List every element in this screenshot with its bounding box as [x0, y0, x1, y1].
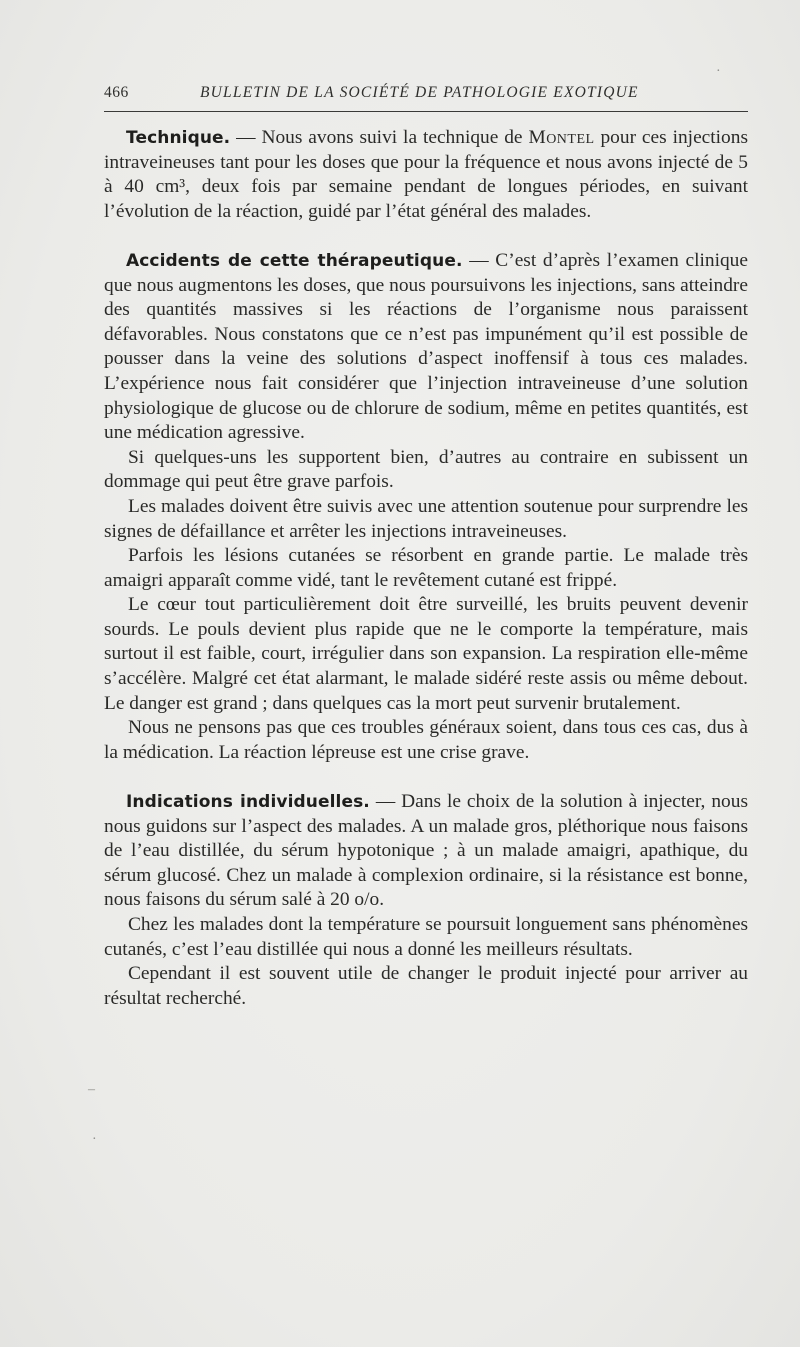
accidents-paragraph-4: Parfois les lésions cutanées se résorbent en grande partie. Le malade très amaigri apparaît comme vidé, tant le revêtement cutané est frippé.: [104, 545, 748, 591]
journal-title: BULLETIN DE LA SOCIÉTÉ DE PATHOLOGIE EXOTIQUE: [200, 84, 639, 101]
page-number: 466: [104, 84, 129, 101]
accidents-paragraph-5: Le cœur tout particulièrement doit être surveillé, les bruits peuvent devenir sourds. Le pouls devient plus rapide que ne le comporte la température, mais surtout il est faible, court, irrégulier dans son expansion. La respiration elle-même s’accélère. Malgré cet état alarmant, le malade sidéré reste assis ou même debout. Le danger est grand ; dans quelques cas la mort peut survenir brutalement.: [104, 594, 748, 714]
technique-text-after: pour ces injections intraveineuses tant pour les doses que pour la fréquence et nous avons injecté de 5 à 40 cm³, deux fois par semaine pendant de longues périodes, en suivant l’évolution de la réaction, guidé par l’état général des malades.: [104, 127, 748, 222]
technique-text-before: — Nous avons suivi la technique de: [230, 127, 529, 148]
accidents-heading: Accidents de cette thérapeutique.: [126, 250, 463, 271]
margin-dot: ·: [92, 1132, 97, 1147]
accidents-paragraph-6: Nous ne pensons pas que ces troubles généraux soient, dans tous ces cas, dus à la médication. La réaction lépreuse est une crise grave.: [104, 717, 748, 763]
accidents-text-0: — C’est d’après l’examen clinique que nous augmentons les doses, que nous poursuivons les injections, sans atteindre des quantités massives si les réactions de l’organisme nous paraissent défavorables. Nous constatons que ce n’est pas impunément qu’il est possible de pousser dans la veine des solutions d’aspect inoffensif à tous ces malades. L’expérience nous fait considérer que l’injection intraveineuse d’une solution physiologique de glucose ou de chlorure de sodium, même en petites quantités, est une médication agressive.: [104, 249, 748, 444]
body-text: [104, 126, 748, 1011]
accidents-paragraph-2: Si quelques-uns les supportent bien, d’autres au contraire en subissent un dommage qui peut être grave parfois.: [104, 446, 748, 493]
indications-paragraph-3: Cependant il est souvent utile de changer le produit injecté pour arriver au résultat recherché.: [104, 963, 748, 1009]
header-rule: [104, 111, 748, 112]
margin-speck: ·: [716, 64, 721, 79]
accidents-paragraph-1: [104, 249, 748, 446]
author-name: Montel: [528, 127, 595, 148]
accidents-paragraph-3: Les malades doivent être suivis avec une attention soutenue pour surprendre les signes de défaillance et arrêter les injections intraveineuses.: [104, 495, 748, 542]
indications-heading: Indications individuelles.: [126, 792, 370, 813]
indications-text-0: — Dans le choix de la solution à injecter, nous nous guidons sur l’aspect des malades. A un malade gros, pléthorique nous faisons de l’eau distillée, du sérum hypotonique ; à un malade amaigri, apathique, du sérum glucosé. Chez un malade à complexion ordinaire, si la résistance est bonne, nous faisons du sérum salé à 20 o/o.: [104, 791, 748, 911]
margin-dash: –: [88, 1082, 95, 1097]
indications-paragraph-2: Chez les malades dont la température se poursuit longuement sans phénomènes cutanés, c’est l’eau distillée qui nous a donné les meilleurs résultats.: [104, 914, 748, 960]
technique-paragraph: [104, 126, 748, 224]
technique-heading: Technique.: [126, 128, 231, 148]
indications-paragraph-1: [104, 790, 748, 913]
running-header: [104, 84, 748, 106]
